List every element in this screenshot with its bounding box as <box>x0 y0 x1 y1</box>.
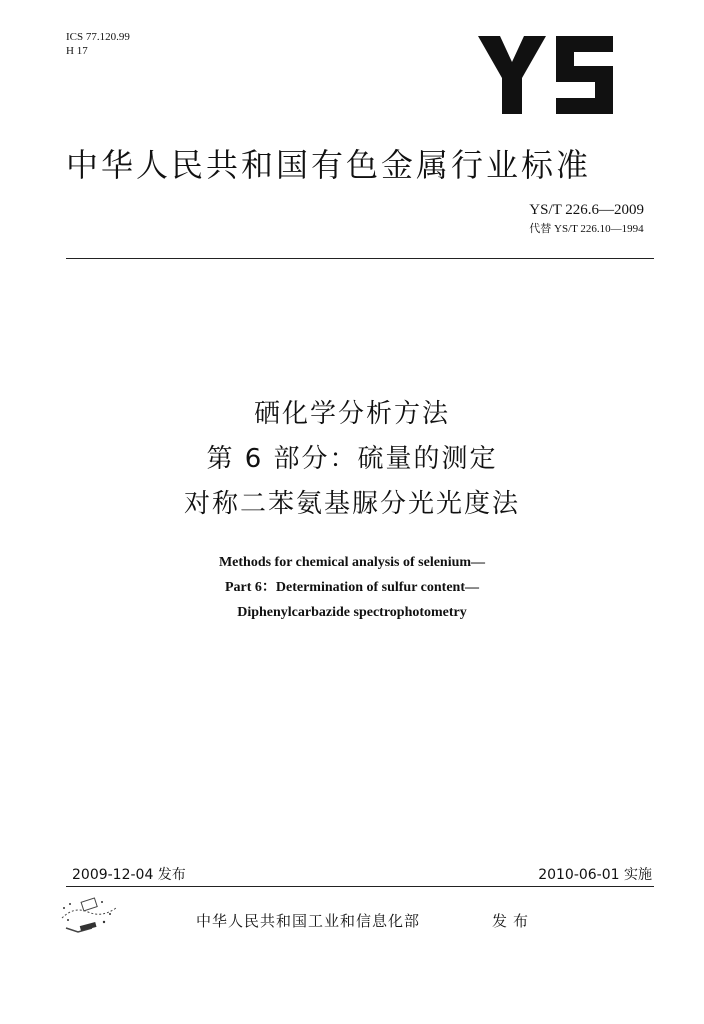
english-title-line-1: Methods for chemical analysis of selenium— <box>218 555 486 570</box>
chinese-title-line-1: 硒化学分析方法 <box>253 399 450 429</box>
issuing-authority: 中华人民共和国工业和信息化部 <box>196 912 421 930</box>
standard-number-block <box>529 202 644 236</box>
header-divider <box>66 258 654 259</box>
chinese-title-line-2: 第 6 部分：硫量的测定 <box>206 444 498 474</box>
chinese-title <box>0 392 704 527</box>
seal-stamp-icon <box>58 892 122 936</box>
ics-code: ICS 77.120.99 <box>66 31 130 43</box>
issue-label: 发布 <box>492 912 535 930</box>
footer-divider <box>66 886 654 887</box>
issue-date: 2009-12-04 发布 <box>72 867 186 883</box>
english-title <box>0 550 704 625</box>
replaced-standard: 代替 YS/T 226.10—1994 <box>529 223 644 235</box>
effective-date: 2010-06-01 实施 <box>538 867 652 883</box>
chinese-title-line-3: 对称二苯氨基脲分光光度法 <box>183 489 520 519</box>
standard-number: YS/T 226.6—2009 <box>529 202 644 218</box>
ccs-code: H 17 <box>66 45 88 57</box>
organization-title: 中华人民共和国有色金属行业标准 <box>66 146 592 184</box>
classification-codes <box>66 30 130 58</box>
ys-logo <box>478 36 613 114</box>
english-title-line-2: Part 6：Determination of sulfur content— <box>224 580 480 595</box>
english-title-line-3: Diphenylcarbazide spectrophotometry <box>237 605 467 620</box>
